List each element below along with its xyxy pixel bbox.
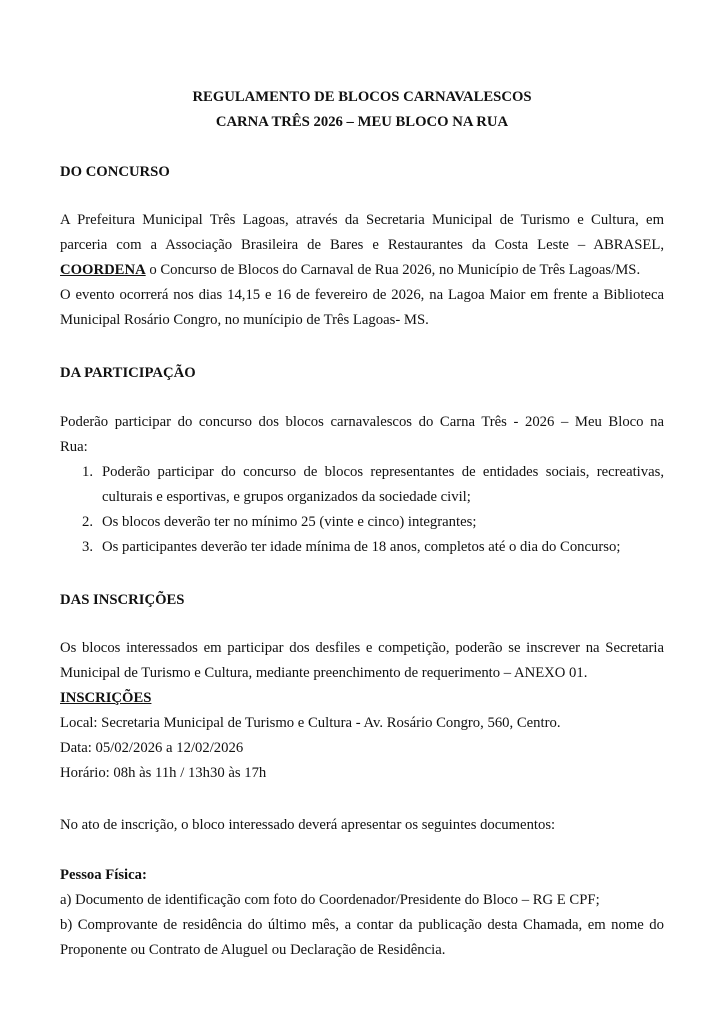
documentos-intro (60, 813, 664, 838)
list-number: 3. (82, 539, 94, 555)
document-title (60, 85, 664, 135)
paragraph-line: Poderão participar do concurso dos blocos carnavalescos do Carna Três - 2026 – Meu Bloco na (60, 414, 664, 430)
paragraph-line: O evento ocorrerá nos dias 14,15 e 16 de fevereiro de 2026, na Lagoa Maior em frente a Biblioteca (60, 287, 664, 303)
heading-text: DO CONCURSO (60, 164, 170, 180)
list-line: Poderão participar do concurso de blocos representantes de entidades sociais, recreativas, (102, 464, 664, 480)
document-requirement-b: b) Comprovante de residência do último mês, a contar da publicação desta Chamada, em nome do (60, 917, 664, 933)
list-item (60, 535, 664, 560)
paragraph-line: A Prefeitura Municipal Três Lagoas, através da Secretaria Municipal de Turismo e Cultura, em (60, 212, 664, 228)
inscricoes-local: Local: Secretaria Municipal de Turismo e Cultura - Av. Rosário Congro, 560, Centro. (60, 715, 561, 731)
pessoa-fisica-section (60, 863, 664, 963)
section-heading-participacao (60, 361, 664, 386)
paragraph-line (60, 258, 664, 283)
document-requirement-b: Proponente ou Contrato de Aluguel ou Declaração de Residência. (60, 942, 446, 958)
section-heading-inscricoes (60, 588, 664, 613)
list-item (60, 510, 664, 535)
list-line: Os blocos deverão ter no mínimo 25 (vinte e cinco) integrantes; (102, 514, 477, 530)
list-line: Os participantes deverão ter idade mínima de 18 anos, completos até o dia do Concurso; (102, 539, 621, 555)
document-requirement-a: a) Documento de identificação com foto do Coordenador/Presidente do Bloco – RG E CPF; (60, 892, 600, 908)
section-heading-concurso (60, 160, 664, 185)
heading-text: DA PARTICIPAÇÃO (60, 365, 196, 381)
inscricoes-data: Data: 05/02/2026 a 12/02/2026 (60, 740, 244, 756)
paragraph-line: Rua: (60, 439, 88, 455)
title-line-1: REGULAMENTO DE BLOCOS CARNAVALESCOS (192, 89, 532, 105)
pessoa-fisica-heading: Pessoa Física: (60, 867, 147, 883)
paragraph-line: Os blocos interessados em participar dos desfiles e competição, poderão se inscrever na Secretaria (60, 640, 664, 656)
concurso-paragraph (60, 208, 664, 333)
list-line: culturais e esportivas, e grupos organizados da sociedade civil; (102, 489, 471, 505)
inscricoes-horario: Horário: 08h às 11h / 13h30 às 17h (60, 765, 267, 781)
inscricoes-subheading: INSCRIÇÕES (60, 690, 152, 706)
list-number: 1. (82, 464, 94, 480)
participacao-paragraph (60, 410, 664, 560)
paragraph-line: Municipal Rosário Congro, no munícipio de Três Lagoas- MS. (60, 312, 429, 328)
list-number: 2. (82, 514, 94, 530)
paragraph-line: Municipal de Turismo e Cultura, mediante preenchimento de requerimento – ANEXO 01. (60, 665, 588, 681)
paragraph-text: o Concurso de Blocos do Carnaval de Rua 2026, no Município de Três Lagoas/MS. (145, 262, 641, 278)
list-item (60, 460, 664, 510)
inscricoes-paragraph (60, 636, 664, 786)
coordena-emphasis: COORDENA (60, 262, 146, 278)
paragraph-line: parceria com a Associação Brasileira de Bares e Restaurantes da Costa Leste – ABRASEL, (60, 237, 664, 253)
paragraph-line: No ato de inscrição, o bloco interessado deverá apresentar os seguintes documentos: (60, 817, 556, 833)
heading-text: DAS INSCRIÇÕES (60, 592, 185, 608)
title-line-2: CARNA TRÊS 2026 – MEU BLOCO NA RUA (215, 114, 509, 130)
